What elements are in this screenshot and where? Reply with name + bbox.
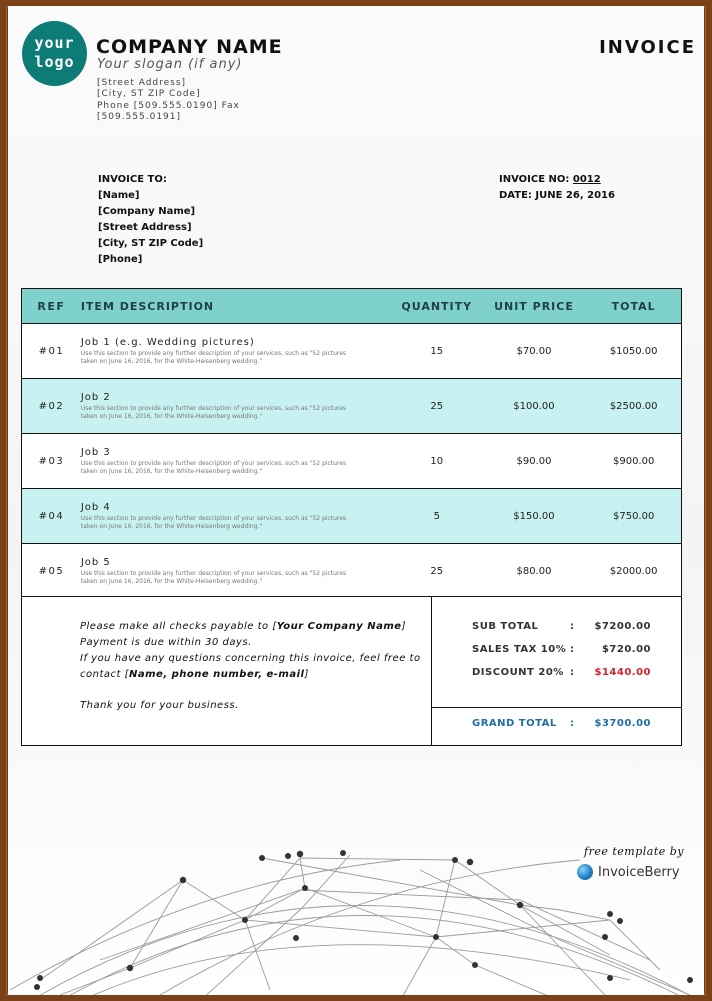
company-slogan: Your slogan (if any) (97, 57, 243, 72)
header-ref: REF (37, 299, 66, 313)
checks-suffix: ] (401, 621, 406, 632)
row-unit-price: $90.00 (516, 455, 552, 467)
grand-total-label: GRAND TOTAL (472, 718, 557, 729)
contact-suffix: ] (304, 669, 309, 680)
header-unit-price: UNIT PRICE (494, 299, 574, 313)
row-detail-line: taken on June 16, 2016, for the White-Heisenberg wedding." (80, 357, 263, 365)
separator: : (570, 667, 575, 678)
row-unit-price: $100.00 (513, 400, 555, 412)
checks-prefix: Please make all checks payable to [ (80, 621, 277, 632)
header-total: TOTAL (611, 299, 656, 313)
header-quantity: QUANTITY (401, 299, 473, 313)
due-note: Payment is due within 30 days. (80, 637, 252, 648)
logo-line-2: logo (34, 53, 75, 71)
row-item: Job 2 (80, 391, 111, 403)
address-line: [City, ST ZIP Code] (97, 89, 201, 100)
tax-value: $720.00 (601, 644, 651, 655)
row-quantity: 25 (430, 400, 444, 412)
separator: : (570, 644, 575, 655)
row-item: Job 4 (80, 501, 111, 513)
row-detail-line: Use this section to provide any further description of your services, such as "52 pictures (80, 404, 347, 412)
invoice-meta (499, 172, 615, 204)
table-row (21, 434, 682, 489)
row-total: $2000.00 (609, 565, 658, 577)
bill-to-heading: INVOICE TO: (98, 174, 167, 185)
company-name: COMPANY NAME (96, 36, 283, 58)
row-quantity: 15 (430, 345, 444, 357)
row-ref: #02 (38, 400, 65, 412)
row-unit-price: $150.00 (513, 510, 555, 522)
row-unit-price: $80.00 (516, 565, 552, 577)
separator: : (570, 718, 575, 729)
row-detail-line: Use this section to provide any further description of your services, such as "52 pictures (80, 349, 347, 357)
contact-prefix: contact [ (80, 669, 130, 680)
payment-notes (22, 597, 432, 745)
row-item: Job 3 (80, 446, 111, 458)
summary-box (21, 596, 682, 746)
bill-to-line: [Company Name] (98, 206, 196, 217)
row-detail (81, 515, 391, 531)
bill-to-block (98, 172, 203, 268)
row-total: $750.00 (612, 510, 655, 522)
row-detail-line: Use this section to provide any further description of your services, such as "52 pictures (80, 569, 347, 577)
table-row (21, 544, 682, 599)
brand-name: InvoiceBerry (598, 864, 680, 880)
bill-to-line: [City, ST ZIP Code] (98, 238, 204, 249)
row-description (81, 337, 392, 366)
row-detail-line: taken on June 16, 2016, for the White-Heisenberg wedding." (80, 412, 263, 420)
row-detail-line: taken on June 16, 2016, for the White-Heisenberg wedding." (80, 577, 263, 585)
invoiceberry-brand[interactable] (577, 864, 680, 880)
row-detail-line: Use this section to provide any further description of your services, such as "52 pictures (80, 459, 347, 467)
header-description: ITEM DESCRIPTION (80, 299, 215, 313)
subtotal-label: SUB TOTAL (472, 621, 539, 632)
thanks-note: Thank you for your business. (80, 700, 239, 711)
company-address (97, 78, 240, 123)
row-ref: #03 (38, 455, 65, 467)
invoice-date (499, 188, 615, 204)
table-header (21, 288, 682, 324)
address-line: [Street Address] (97, 78, 187, 88)
address-line: Phone [509.555.0190] Fax (97, 100, 240, 111)
contact-note (80, 667, 431, 683)
bill-to-line: [Name] (98, 190, 140, 201)
row-quantity: 10 (430, 455, 444, 467)
grand-total-value: $3700.00 (594, 718, 651, 729)
row-item: Job 1 (e.g. Wedding pictures) (80, 336, 255, 348)
row-description (81, 502, 392, 531)
table-row (21, 379, 682, 434)
row-item: Job 5 (80, 556, 111, 568)
company-logo (22, 21, 87, 86)
invoiceberry-logo-icon (577, 864, 593, 880)
invoice-number-value: 0012 (572, 174, 601, 185)
table-row (21, 489, 682, 544)
row-detail-line: taken on June 16, 2016, for the White-Heisenberg wedding." (80, 467, 263, 475)
bill-to-line: [Phone] (98, 254, 143, 265)
invoice-number-label: INVOICE NO: (499, 174, 570, 185)
row-detail (81, 405, 391, 421)
checks-note (80, 619, 431, 635)
bill-to-line: [Street Address] (98, 222, 192, 233)
row-detail (81, 350, 391, 366)
row-quantity: 25 (430, 565, 444, 577)
row-description (81, 392, 392, 421)
line-items-table (21, 288, 682, 599)
row-total: $900.00 (612, 455, 655, 467)
subtotal-value: $7200.00 (594, 621, 651, 632)
logo-line-1: your (34, 34, 75, 52)
row-unit-price: $70.00 (516, 345, 552, 357)
row-description (81, 447, 392, 476)
discount-label: DISCOUNT 20% (472, 667, 564, 678)
document-title: INVOICE (599, 37, 696, 58)
totals-panel (432, 597, 681, 745)
row-quantity: 5 (433, 510, 440, 522)
table-row (21, 324, 682, 379)
contact-details: Name, phone number, e-mail (129, 669, 305, 680)
row-detail-line: taken on June 16, 2016, for the White-Heisenberg wedding." (80, 522, 263, 530)
separator: : (570, 621, 575, 632)
row-total: $2500.00 (609, 400, 658, 412)
checks-payee: Your Company Name (276, 621, 402, 632)
invoice-number (499, 172, 615, 188)
questions-note: If you have any questions concerning this invoice, feel free to (80, 653, 421, 664)
row-detail (81, 570, 391, 586)
invoice-date-label: DATE: (499, 190, 532, 201)
invoice-page (8, 6, 704, 995)
row-description (81, 557, 392, 586)
grand-total-divider (432, 707, 681, 708)
invoice-date-value: JUNE 26, 2016 (535, 190, 615, 201)
row-ref: #04 (38, 510, 65, 522)
discount-value: $1440.00 (594, 667, 651, 678)
tax-label: SALES TAX 10% (472, 644, 567, 655)
row-detail (81, 460, 391, 476)
address-line: [509.555.0191] (97, 111, 182, 122)
row-ref: #05 (38, 565, 65, 577)
credit-text: free template by (584, 845, 685, 858)
row-total: $1050.00 (609, 345, 658, 357)
row-detail-line: Use this section to provide any further description of your services, such as "52 pictures (80, 514, 347, 522)
row-ref: #01 (38, 345, 65, 357)
